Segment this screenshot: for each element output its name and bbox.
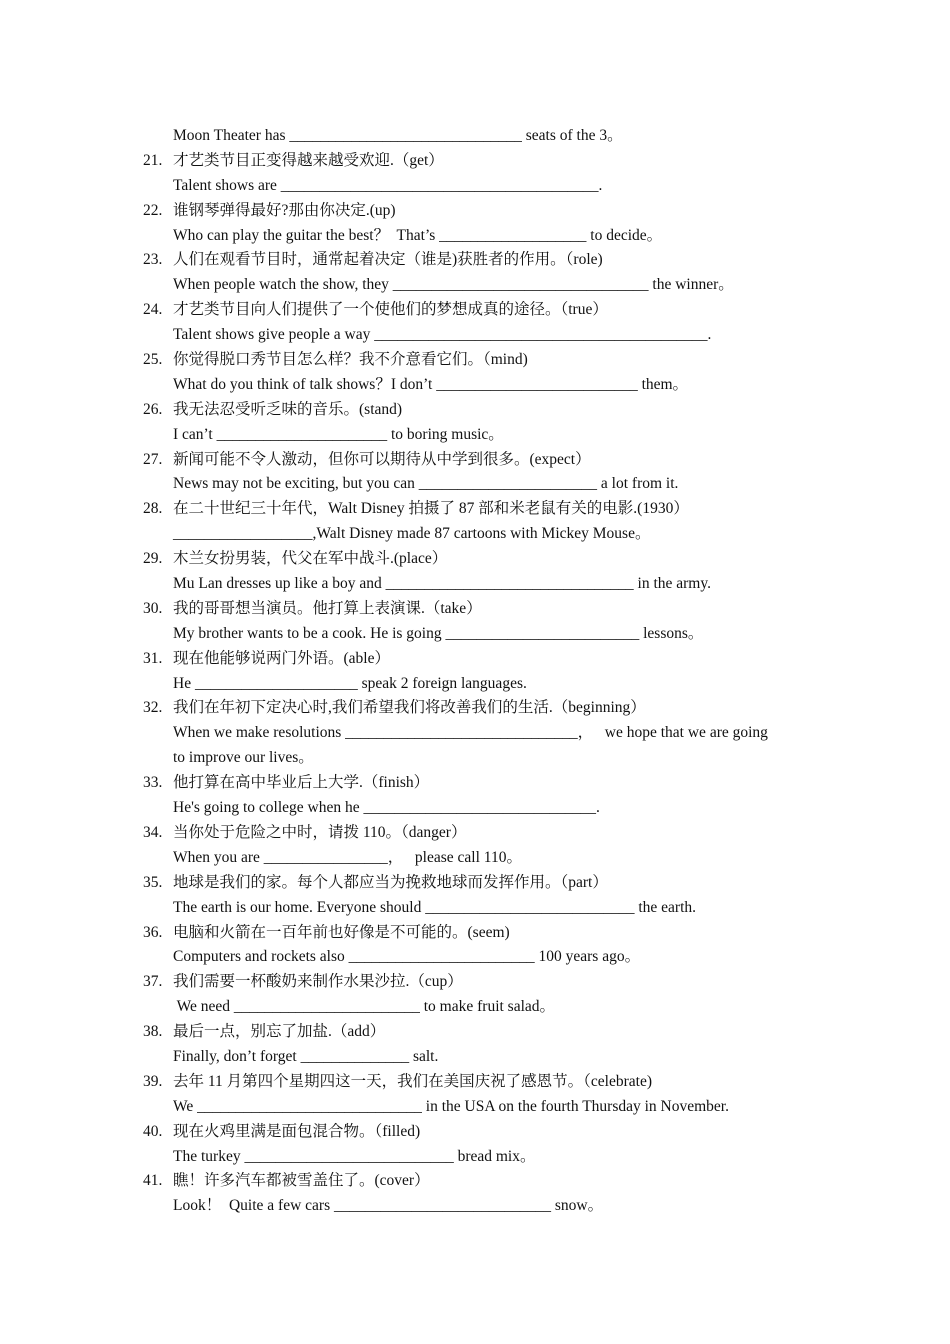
question-prompt-line bbox=[0, 149, 950, 174]
question-number: 27. bbox=[143, 450, 163, 468]
english-answer-line bbox=[0, 721, 950, 746]
question-prompt-line bbox=[0, 1120, 950, 1145]
english-answer-line bbox=[0, 373, 950, 398]
chinese-prompt: 我无法忍受听乏味的音乐。(stand) bbox=[173, 400, 403, 418]
english-answer-line bbox=[0, 323, 950, 348]
english-sentence: He _____________________ speak 2 foreign languages. bbox=[173, 674, 527, 692]
question-prompt-line bbox=[0, 1020, 950, 1045]
english-answer-line bbox=[0, 174, 950, 199]
english-answer-line bbox=[0, 522, 950, 547]
chinese-prompt: 才艺类节目正变得越来越受欢迎.（get） bbox=[173, 151, 444, 169]
question-prompt-line bbox=[0, 771, 950, 796]
question-prompt-line bbox=[0, 647, 950, 672]
question-prompt-line bbox=[0, 199, 950, 224]
english-sentence: What do you think of talk shows？I don’t __________________________ them。 bbox=[173, 375, 689, 393]
chinese-prompt: 我们在年初下定决心时,我们希望我们将改善我们的生活.（beginning） bbox=[173, 699, 646, 717]
chinese-prompt: 我们需要一杯酸奶来制作水果沙拉.（cup） bbox=[173, 973, 463, 991]
question-number: 22. bbox=[143, 201, 163, 219]
english-sentence: The turkey ___________________________ bread mix。 bbox=[173, 1147, 536, 1165]
question-number: 30. bbox=[143, 599, 163, 617]
question-prompt-line bbox=[0, 921, 950, 946]
english-sentence: My brother wants to be a cook. He is going _________________________ lessons。 bbox=[173, 624, 704, 642]
chinese-prompt: 当你处于危险之中时，请拨 110。（danger） bbox=[173, 823, 467, 841]
question-number: 39. bbox=[143, 1072, 163, 1090]
chinese-prompt: 电脑和火箭在一百年前也好像是不可能的。(seem) bbox=[173, 923, 510, 941]
chinese-prompt: 现在他能够说两门外语。(able） bbox=[173, 649, 390, 667]
english-answer-line bbox=[0, 423, 950, 448]
question-prompt-line bbox=[0, 348, 950, 373]
english-answer-line bbox=[0, 672, 950, 697]
question-number: 24. bbox=[143, 301, 163, 319]
question-number: 34. bbox=[143, 823, 163, 841]
question-number: 37. bbox=[143, 973, 163, 991]
question-prompt-line bbox=[0, 696, 950, 721]
question-number: 36. bbox=[143, 923, 163, 941]
english-answer-line bbox=[0, 1045, 950, 1070]
question-prompt-line bbox=[0, 871, 950, 896]
chinese-prompt: 瞧！许多汽车都被雪盖住了。(cover） bbox=[173, 1172, 430, 1190]
chinese-prompt: 谁钢琴弹得最好?那由你决定.(up) bbox=[173, 201, 396, 219]
question-prompt-line bbox=[0, 248, 950, 273]
english-answer-line bbox=[0, 224, 950, 249]
chinese-prompt: 你觉得脱口秀节目怎么样？我不介意看它们。（mind) bbox=[173, 351, 528, 369]
english-answer-line bbox=[0, 796, 950, 821]
english-answer-line bbox=[0, 945, 950, 970]
question-number: 33. bbox=[143, 774, 163, 792]
english-sentence: Computers and rockets also ________________________ 100 years ago。 bbox=[173, 948, 641, 966]
english-sentence: Moon Theater has ______________________________ seats of the 3。 bbox=[173, 127, 623, 144]
chinese-prompt: 我的哥哥想当演员。他打算上表演课.（take） bbox=[173, 599, 482, 617]
english-sentence: I can’t ______________________ to boring music。 bbox=[173, 425, 504, 443]
chinese-prompt: 现在火鸡里满是面包混合物。（filled) bbox=[173, 1122, 421, 1140]
english-sentence: We _____________________________ in the USA on the fourth Thursday in November. bbox=[173, 1097, 729, 1115]
english-sentence: He's going to college when he ______________________________. bbox=[173, 799, 600, 817]
english-answer-line bbox=[0, 572, 950, 597]
question-prompt-line bbox=[0, 497, 950, 522]
chinese-prompt: 人们在观看节目时，通常起着决定（谁是)获胜者的作用。（role) bbox=[173, 251, 603, 269]
question-number: 32. bbox=[143, 699, 163, 717]
worksheet-page bbox=[0, 124, 950, 1219]
english-sentence: News may not be exciting, but you can _______________________ a lot from it. bbox=[173, 475, 679, 493]
english-answer-line bbox=[0, 846, 950, 871]
english-sentence: Who can play the guitar the best？ That’s ___________________ to decide。 bbox=[173, 226, 663, 244]
chinese-prompt: 最后一点，别忘了加盐.（add） bbox=[173, 1023, 386, 1041]
question-prompt-line bbox=[0, 1070, 950, 1095]
question-number: 31. bbox=[143, 649, 163, 667]
english-sentence: When we make resolutions ______________________________， we hope that we are going bbox=[173, 724, 768, 742]
question-number: 29. bbox=[143, 550, 163, 568]
chinese-prompt: 他打算在高中毕业后上大学.（finish） bbox=[173, 774, 430, 792]
english-answer-line bbox=[0, 273, 950, 298]
question-prompt-line bbox=[0, 298, 950, 323]
english-sentence: The earth is our home. Everyone should ___________________________ the earth. bbox=[173, 898, 697, 916]
english-sentence: Look！ Quite a few cars ____________________________ snow。 bbox=[173, 1197, 604, 1215]
question-prompt-line bbox=[0, 398, 950, 423]
chinese-prompt: 新闻可能不令人激动，但你可以期待从中学到很多。(expect） bbox=[173, 450, 591, 468]
question-number: 21. bbox=[143, 151, 163, 169]
english-answer-line bbox=[0, 622, 950, 647]
english-sentence: When you are ________________， please call 110。 bbox=[173, 848, 522, 866]
chinese-prompt: 木兰女扮男装，代父在军中战斗.(place） bbox=[173, 550, 448, 568]
question-prompt-line bbox=[0, 1169, 950, 1194]
question-number: 41. bbox=[143, 1172, 163, 1190]
english-answer-line bbox=[0, 995, 950, 1020]
question-number: 35. bbox=[143, 873, 163, 891]
english-sentence: to improve our lives。 bbox=[173, 749, 314, 767]
question-number: 28. bbox=[143, 500, 163, 518]
english-answer-line bbox=[0, 1095, 950, 1120]
chinese-prompt: 才艺类节目向人们提供了一个使他们的梦想成真的途径。（true） bbox=[173, 301, 608, 319]
question-prompt-line bbox=[0, 970, 950, 995]
english-sentence: Finally, don’t forget ______________ salt. bbox=[173, 1047, 439, 1065]
english-sentence: Talent shows are _________________________________________. bbox=[173, 176, 603, 194]
chinese-prompt: 去年 11 月第四个星期四这一天，我们在美国庆祝了感恩节。（celebrate) bbox=[173, 1072, 653, 1090]
chinese-prompt: 在二十世纪三十年代，Walt Disney 拍摄了 87 部和米老鼠有关的电影.(1930） bbox=[173, 500, 689, 518]
english-sentence: __________________,Walt Disney made 87 cartoons with Mickey Mouse。 bbox=[173, 525, 651, 543]
question-number: 40. bbox=[143, 1122, 163, 1140]
chinese-prompt: 地球是我们的家。每个人都应当为挽救地球而发挥作用。（part） bbox=[173, 873, 608, 891]
english-answer-line bbox=[0, 124, 950, 149]
question-prompt-line bbox=[0, 597, 950, 622]
question-number: 38. bbox=[143, 1023, 163, 1041]
question-number: 26. bbox=[143, 400, 163, 418]
english-answer-line bbox=[0, 472, 950, 497]
english-answer-line bbox=[0, 746, 950, 771]
question-prompt-line bbox=[0, 547, 950, 572]
english-sentence: When people watch the show, they _________________________________ the winner。 bbox=[173, 276, 734, 294]
english-sentence: We need ________________________ to make fruit salad。 bbox=[173, 998, 556, 1016]
question-prompt-line bbox=[0, 821, 950, 846]
english-sentence: Talent shows give people a way ___________________________________________. bbox=[173, 326, 712, 344]
english-sentence: Mu Lan dresses up like a boy and ________________________________ in the army. bbox=[173, 575, 711, 593]
question-number: 25. bbox=[143, 351, 163, 369]
english-answer-line bbox=[0, 1145, 950, 1170]
question-number: 23. bbox=[143, 251, 163, 269]
english-answer-line bbox=[0, 1194, 950, 1219]
english-answer-line bbox=[0, 896, 950, 921]
question-prompt-line bbox=[0, 448, 950, 473]
